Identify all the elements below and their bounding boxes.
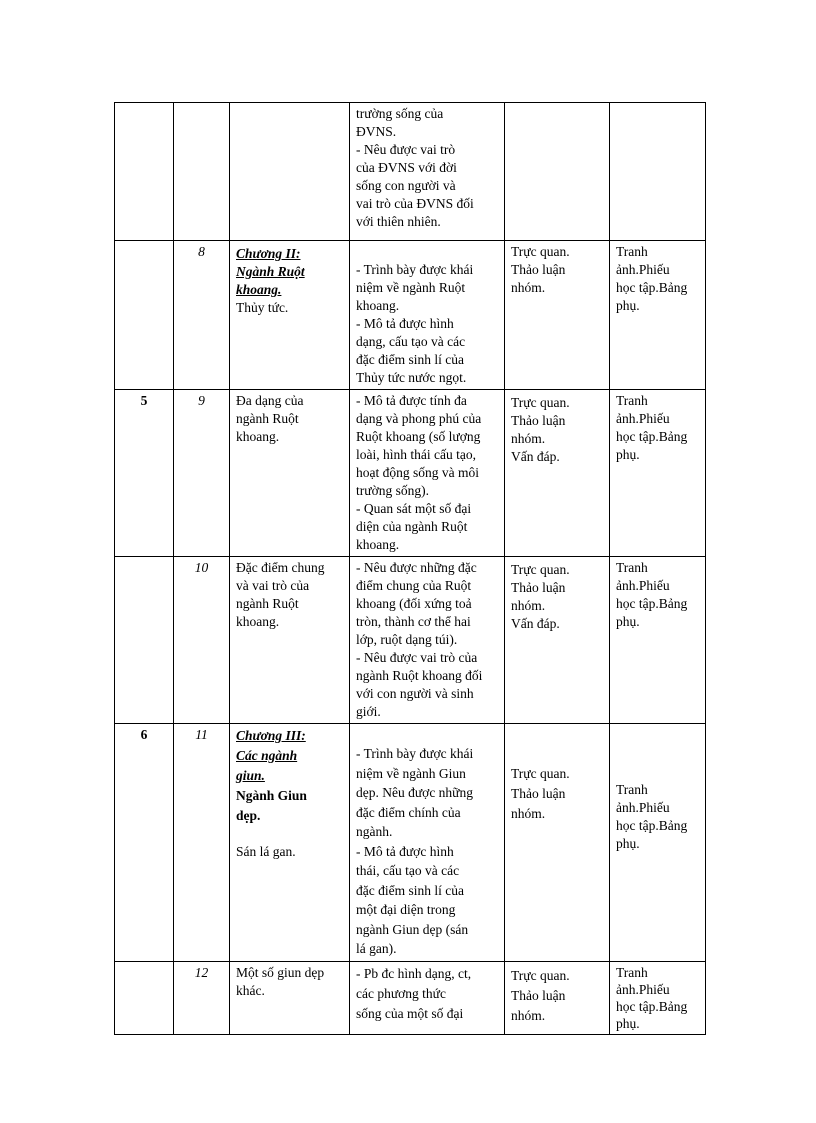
method-line: nhóm. [511, 1007, 546, 1023]
objectives-cell [350, 390, 505, 557]
material-line: Tranh [616, 560, 648, 575]
objective-line: dạng, cấu tạo và các [356, 334, 466, 349]
objective-line: ĐVNS. [356, 124, 397, 139]
lesson-title: Một số giun dẹp [236, 964, 325, 980]
objective-line: - Mô tả được hình [356, 843, 454, 859]
lesson-title: Đặc điểm chung [236, 560, 325, 575]
lesson-number-cell: 8 [174, 241, 230, 390]
lesson-number-cell: 9 [174, 390, 230, 557]
objective-line: Ruột khoang (số lượng [356, 429, 481, 444]
objective-line: đặc điểm chính của [356, 804, 461, 820]
objective-line: trường sống). [356, 483, 429, 498]
material-line: học tập.Bảng [616, 429, 688, 444]
methods-cell [505, 241, 610, 390]
material-line: phụ. [616, 614, 640, 629]
material-line: học tập.Bảng [616, 818, 688, 833]
method-line: nhóm. [511, 280, 546, 295]
objectives-cell [350, 724, 505, 962]
material-line: phụ. [616, 447, 640, 462]
method-line: nhóm. [511, 598, 546, 613]
lesson-title-cell [230, 557, 350, 724]
methods-cell [505, 961, 610, 1034]
material-line: ảnh.Phiếu [616, 411, 670, 426]
objective-line: - Trình bày được khái [356, 262, 474, 277]
objective-line: diện của ngành Ruột [356, 519, 468, 534]
material-line: Tranh [616, 782, 648, 797]
method-line: Thảo luận [511, 413, 566, 428]
materials-cell [610, 961, 706, 1034]
material-line: phụ. [616, 298, 640, 313]
material-line: học tập.Bảng [616, 998, 688, 1014]
objectives-cell [350, 557, 505, 724]
chapter-heading: Ngành Ruột [236, 264, 305, 279]
objective-line: lớp, ruột dạng túi). [356, 632, 458, 647]
objective-line: lá gan). [356, 941, 397, 956]
lesson-title: Đa dạng của [236, 393, 304, 408]
objective-line: đặc điểm sinh lí của [356, 882, 464, 898]
objective-line: tròn, thành cơ thể hai [356, 614, 471, 629]
lesson-title-cell [230, 724, 350, 962]
lesson-plan-table [114, 102, 706, 1035]
objective-line: sống con người và [356, 178, 456, 193]
chapter-heading: giun. [236, 768, 265, 783]
objective-line: vai trò của ĐVNS đối [356, 196, 474, 211]
objective-line: - Trình bày được khái [356, 746, 474, 761]
objective-line: - Quan sát một số đại [356, 501, 472, 516]
lesson-title: ngành Ruột [236, 596, 299, 611]
materials-cell [610, 557, 706, 724]
objective-line: loài, hình thái cấu tạo, [356, 447, 476, 462]
method-line: Trực quan. [511, 244, 570, 259]
materials-cell [610, 724, 706, 962]
materials-cell [610, 103, 706, 241]
objective-line: - Nêu được vai trò [356, 142, 456, 157]
table-row [115, 103, 706, 241]
spacer [236, 826, 343, 842]
objective-line: - Nêu được vai trò của [356, 650, 478, 665]
chapter-heading: khoang. [236, 282, 282, 297]
method-line: Vấn đáp. [511, 449, 560, 464]
objective-line: ngành. [356, 824, 393, 839]
objective-line: một đại diện trong [356, 902, 456, 917]
lesson-title: ngành Ruột [236, 411, 299, 426]
objective-line: khoang. [356, 298, 400, 313]
lesson-title: và vai trò của [236, 578, 310, 593]
objective-line: với thiên nhiên. [356, 214, 441, 229]
lesson-title: khác. [236, 982, 265, 998]
material-line: ảnh.Phiếu [616, 981, 670, 997]
objective-line: khoang (đối xứng toả [356, 596, 472, 611]
method-line: Thảo luận [511, 262, 566, 277]
method-line: nhóm. [511, 431, 546, 446]
lesson-title: khoang. [236, 614, 280, 629]
method-line: nhóm. [511, 806, 546, 821]
lesson-number-cell: 12 [174, 961, 230, 1034]
week-cell: 5 [115, 390, 174, 557]
week-cell [115, 241, 174, 390]
objective-line: trường sống của [356, 106, 444, 121]
week-cell [115, 103, 174, 241]
lesson-number-cell [174, 103, 230, 241]
lesson-title: Sán lá gan. [236, 844, 296, 859]
objective-line: - Nêu được những đặc [356, 560, 477, 575]
week-cell: 6 [115, 724, 174, 962]
method-line: Trực quan. [511, 395, 570, 410]
lesson-title-cell [230, 390, 350, 557]
lesson-title-cell [230, 961, 350, 1034]
chapter-heading: Chương III: [236, 728, 306, 743]
material-line: phụ. [616, 836, 640, 851]
objective-line: dẹp. Nêu được những [356, 785, 473, 800]
objective-line: niệm về ngành Ruột [356, 280, 466, 295]
subsection-heading: dẹp. [236, 808, 261, 823]
table-row [115, 724, 706, 962]
objectives-cell [350, 961, 505, 1034]
material-line: Tranh [616, 393, 648, 408]
lesson-title: khoang. [236, 429, 280, 444]
method-line: Trực quan. [511, 766, 570, 781]
lesson-title: Thủy tức. [236, 300, 289, 315]
objective-line: ngành Ruột khoang đối [356, 668, 483, 683]
lesson-number-cell: 10 [174, 557, 230, 724]
table-row [115, 390, 706, 557]
materials-cell [610, 241, 706, 390]
material-line: Tranh [616, 244, 648, 259]
objective-line: điểm chung của Ruột [356, 578, 472, 593]
chapter-heading: Chương II: [236, 246, 301, 261]
material-line: học tập.Bảng [616, 280, 688, 295]
objective-line: khoang. [356, 537, 400, 552]
material-line: ảnh.Phiếu [616, 262, 670, 277]
objective-line: - Mô tả được hình [356, 316, 454, 331]
lesson-number-cell: 11 [174, 724, 230, 962]
objective-line: Thủy tức nước ngọt. [356, 370, 467, 385]
methods-cell [505, 557, 610, 724]
objective-line: dạng và phong phú của [356, 411, 482, 426]
subsection-heading: Ngành Giun [236, 788, 307, 803]
objective-line: của ĐVNS với đời [356, 160, 457, 175]
material-line: Tranh [616, 964, 648, 980]
material-line: phụ. [616, 1015, 640, 1031]
material-line: học tập.Bảng [616, 596, 688, 611]
lesson-title-cell [230, 241, 350, 390]
objective-line: ngành Giun dẹp (sán [356, 921, 469, 937]
objective-line: - Mô tả được tính đa [356, 393, 467, 408]
methods-cell [505, 103, 610, 241]
chapter-heading: Các ngành [236, 748, 298, 763]
week-cell [115, 557, 174, 724]
objective-line: giới. [356, 704, 381, 719]
objective-line: thái, cấu tạo và các [356, 863, 460, 878]
objective-line: với con người và sinh [356, 686, 474, 701]
objective-line: sống của một số đại [356, 1005, 464, 1021]
objective-line: niệm về ngành Giun [356, 765, 466, 781]
method-line: Thảo luận [511, 580, 566, 595]
material-line: ảnh.Phiếu [616, 800, 670, 815]
week-cell [115, 961, 174, 1034]
lesson-title-cell [230, 103, 350, 241]
method-line: Thảo luận [511, 987, 566, 1003]
objective-line: đặc điểm sinh lí của [356, 352, 464, 367]
table-row [115, 961, 706, 1034]
method-line: Thảo luận [511, 786, 566, 801]
material-line: ảnh.Phiếu [616, 578, 670, 593]
materials-cell [610, 390, 706, 557]
objectives-cell [350, 241, 505, 390]
objectives-cell [350, 103, 505, 241]
method-line: Trực quan. [511, 562, 570, 577]
objective-line: các phương thức [356, 985, 446, 1001]
objective-line: - Pb đc hình dạng, ct, [356, 965, 472, 981]
objective-line: hoạt động sống và môi [356, 465, 479, 480]
method-line: Vấn đáp. [511, 616, 560, 631]
methods-cell [505, 390, 610, 557]
method-line: Trực quan. [511, 967, 570, 983]
methods-cell [505, 724, 610, 962]
table-row [115, 557, 706, 724]
table-row [115, 241, 706, 390]
